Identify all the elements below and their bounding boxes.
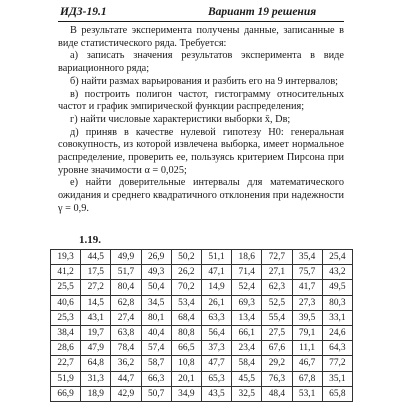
- table-cell: 44,5: [81, 250, 111, 265]
- table-cell: 43,5: [201, 386, 231, 401]
- table-cell: 52,4: [232, 280, 262, 295]
- table-row: [51, 325, 353, 340]
- table-cell: 42,9: [111, 386, 141, 401]
- table-cell: 52,5: [262, 295, 292, 310]
- table-cell: 47,1: [201, 265, 231, 280]
- table-row: [51, 371, 353, 386]
- table-cell: 41,2: [51, 265, 81, 280]
- table-cell: 49,9: [111, 250, 141, 265]
- table-cell: 19,3: [51, 250, 81, 265]
- table-cell: 41,7: [292, 280, 322, 295]
- table-cell: 25,4: [322, 250, 352, 265]
- table-cell: 49,3: [141, 265, 171, 280]
- table-cell: 44,7: [111, 371, 141, 386]
- task-v: в) построить полигон частот, гистограмму относительных частот и график эмпирической функции распределения;: [58, 88, 344, 113]
- table-cell: 27,3: [292, 295, 322, 310]
- table-cell: 24,6: [322, 325, 352, 340]
- table-cell: 27,5: [262, 325, 292, 340]
- table-cell: 40,4: [141, 325, 171, 340]
- table-cell: 33,1: [322, 310, 352, 325]
- table-cell: 28,6: [51, 341, 81, 356]
- table-cell: 50,2: [171, 250, 201, 265]
- table-cell: 80,4: [111, 280, 141, 295]
- table-cell: 55,4: [262, 310, 292, 325]
- table-cell: 71,4: [232, 265, 262, 280]
- table-cell: 18,9: [81, 386, 111, 401]
- table-cell: 58,7: [141, 356, 171, 371]
- table-cell: 50,7: [141, 386, 171, 401]
- table-cell: 26,1: [201, 295, 231, 310]
- table-cell: 47,7: [201, 356, 231, 371]
- table-cell: 14,9: [201, 280, 231, 295]
- table-cell: 22,7: [51, 356, 81, 371]
- table-cell: 36,2: [111, 356, 141, 371]
- table-cell: 10,8: [171, 356, 201, 371]
- table-cell: 35,1: [322, 371, 352, 386]
- table-cell: 56,4: [201, 325, 231, 340]
- table-cell: 76,3: [262, 371, 292, 386]
- table-cell: 75,7: [292, 265, 322, 280]
- table-cell: 26,9: [141, 250, 171, 265]
- table-cell: 35,4: [292, 250, 322, 265]
- table-cell: 46,7: [292, 356, 322, 371]
- problem-statement: [58, 25, 344, 216]
- header-variant-title: Вариант 19 решения: [208, 6, 317, 18]
- table-cell: 47,9: [81, 341, 111, 356]
- table-cell: 66,9: [51, 386, 81, 401]
- table-cell: 32,5: [232, 386, 262, 401]
- task-number: 1.19.: [79, 234, 101, 246]
- table-cell: 66,3: [141, 371, 171, 386]
- table-row: [51, 295, 353, 310]
- table-cell: 62,8: [111, 295, 141, 310]
- table-cell: 43,1: [81, 310, 111, 325]
- task-e: е) найти доверительные интервалы для математического ожидания и среднего квадратичного отклонения при надежности γ = 0,9.: [58, 177, 344, 214]
- table-cell: 29,2: [262, 356, 292, 371]
- table-cell: 64,3: [322, 341, 352, 356]
- table-cell: 31,3: [81, 371, 111, 386]
- table-row: [51, 250, 353, 265]
- table-cell: 45,5: [232, 371, 262, 386]
- table-cell: 25,5: [51, 280, 81, 295]
- table-cell: 25,3: [51, 310, 81, 325]
- table-cell: 64,8: [81, 356, 111, 371]
- table-cell: 67,8: [292, 371, 322, 386]
- table-row: [51, 386, 353, 401]
- table-cell: 63,8: [111, 325, 141, 340]
- data-table: [50, 249, 353, 402]
- table-cell: 65,3: [201, 371, 231, 386]
- table-cell: 80,8: [171, 325, 201, 340]
- table-cell: 67,6: [262, 341, 292, 356]
- task-g: г) найти числовые характеристики выборки x̄, Dв;: [70, 113, 291, 125]
- task-d: д) приняв в качестве нулевой гипотезу H0: генеральная совокупность, из которой извлечена выборка, имеет нормальное распределение, проверить ее, пользуясь критерием Пирсона при уровне значимости α = 0,025;: [58, 126, 344, 176]
- table-cell: 66,5: [171, 341, 201, 356]
- table-cell: 23,4: [232, 341, 262, 356]
- table-row: [51, 341, 353, 356]
- table-cell: 69,3: [232, 295, 262, 310]
- table-cell: 80,1: [141, 310, 171, 325]
- intro-paragraph: В результате эксперимента получены данные, записанные в виде статистического ряда. Требуется:: [58, 25, 344, 49]
- table-cell: 38,4: [51, 325, 81, 340]
- header-assignment-code: ИДЗ-19.1: [60, 6, 107, 18]
- table-cell: 66,1: [232, 325, 262, 340]
- table-cell: 68,4: [171, 310, 201, 325]
- table-cell: 78,4: [111, 341, 141, 356]
- table-cell: 51,1: [201, 250, 231, 265]
- table-cell: 13,4: [232, 310, 262, 325]
- table-cell: 63,3: [201, 310, 231, 325]
- table-cell: 49,5: [322, 280, 352, 295]
- table-cell: 62,3: [262, 280, 292, 295]
- table-row: [51, 356, 353, 371]
- table-cell: 26,2: [171, 265, 201, 280]
- table-cell: 79,1: [292, 325, 322, 340]
- task-a: а) записать значения результатов эксперимента в виде вариационного ряда;: [58, 50, 344, 75]
- table-cell: 27,1: [262, 265, 292, 280]
- table-cell: 51,9: [51, 371, 81, 386]
- table-row: [51, 280, 353, 295]
- table-cell: 34,9: [171, 386, 201, 401]
- table-cell: 27,2: [81, 280, 111, 295]
- table-cell: 58,4: [232, 356, 262, 371]
- table-cell: 80,3: [322, 295, 352, 310]
- table-cell: 53,4: [171, 295, 201, 310]
- table-cell: 40,6: [51, 295, 81, 310]
- table-cell: 14,5: [81, 295, 111, 310]
- table-cell: 27,4: [111, 310, 141, 325]
- table-cell: 72,7: [262, 250, 292, 265]
- table-cell: 17,5: [81, 265, 111, 280]
- task-b: б) найти размах варьирования и разбить его на 9 интервалов;: [70, 75, 339, 87]
- table-row: [51, 310, 353, 325]
- table-cell: 70,2: [171, 280, 201, 295]
- header-rule: [58, 21, 344, 22]
- table-cell: 50,4: [141, 280, 171, 295]
- table-cell: 34,5: [141, 295, 171, 310]
- table-cell: 48,4: [262, 386, 292, 401]
- table-cell: 51,7: [111, 265, 141, 280]
- table-cell: 65,8: [322, 386, 352, 401]
- table-cell: 11,1: [292, 341, 322, 356]
- table-row: [51, 265, 353, 280]
- table-cell: 20,1: [171, 371, 201, 386]
- table-cell: 43,2: [322, 265, 352, 280]
- table-cell: 53,1: [292, 386, 322, 401]
- table-cell: 37,3: [201, 341, 231, 356]
- table-cell: 39,5: [292, 310, 322, 325]
- page-header: [58, 6, 342, 22]
- table-cell: 77,2: [322, 356, 352, 371]
- table-cell: 57,4: [141, 341, 171, 356]
- table-cell: 18,6: [232, 250, 262, 265]
- table-cell: 19,7: [81, 325, 111, 340]
